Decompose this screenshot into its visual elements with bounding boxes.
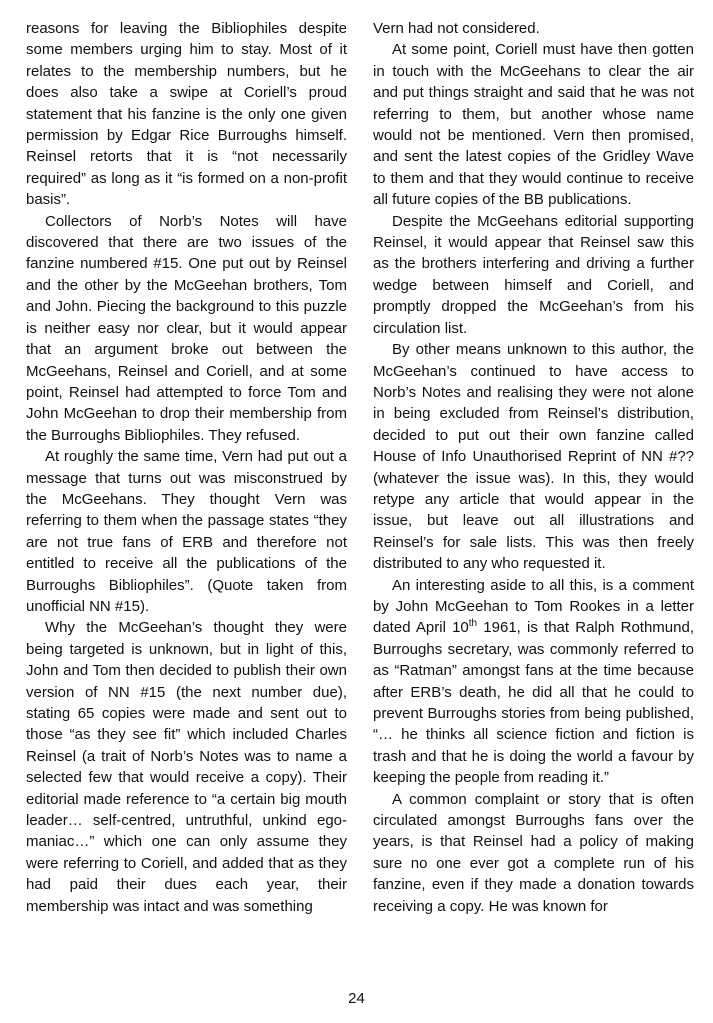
paragraph: By other means unknown to this author, the McGeehan’s continued to have access to Norb’s Notes and realising they were not alone in being excluded from Reinsel’s distribution, decided to put out their own fanzine called House of Info Unauthorised Reprint of NN #?? (whatever the issue was). In this, they would retype any article that would appear in the issue, but leave out all illustrations and Reinsel’s for sale lists. This was then freely distributed to any who requested it.: [373, 341, 694, 573]
paragraph-text: An interesting aside to all this, is a comment by John McGeehan to Tom Rookes in a letter dated April 10: [373, 576, 694, 637]
paragraph: At some point, Coriell must have then gotten in touch with the McGeehans to clear the air and put things straight and said that he was not referring to them, but another whose name would not be mentioned. Vern then promised, and sent the latest copies of the Gridley Wave to them and that they would continue to receive all future copies of the BB publications.: [373, 41, 694, 209]
paragraph: Vern had not considered.: [373, 20, 540, 37]
paragraph: [373, 575, 694, 789]
paragraph: At roughly the same time, Vern had put out a message that turns out was misconstrued by the McGeehans. They thought Vern was referring to them when the passage states “they are not true fans of ERB and therefore not entitled to receive all the publications of the Burroughs Bibliophiles”. (Quote taken from unofficial NN #15).: [26, 448, 347, 615]
paragraph: Collectors of Norb’s Notes will have discovered that there are two issues of the fanzine numbered #15. One put out by Reinsel and the other by the McGeehan brothers, Tom and John. Piecing the background to this puzzle is neither easy nor clear, but it would appear that an argument broke out between the McGeehans, Reinsel and Coriell, and at some point, Reinsel had attempted to force Tom and John McGeehan to drop their membership from the Burroughs Bibliophiles. They refused.: [26, 212, 347, 444]
paragraph: Despite the McGeehans editorial supporting Reinsel, it would appear that Reinsel saw this as the brothers interfering and driving a further wedge between himself and Coriell, and promptly dropped the McGeehan’s from his circulation list.: [373, 212, 694, 337]
ordinal-suffix: th: [468, 618, 478, 630]
paragraph: A common complaint or story that is often circulated amongst Burroughs fans over the years, is that Reinsel had a policy of making sure no one ever got a complete run of his fanzine, even if they made a donation towards receiving a copy. He was known for: [373, 790, 694, 915]
paragraph-text: 1961, is that Ralph Rothmund, Burroughs secretary, was commonly referred to as “Ratman” amongst fans at the time because after ERB’s death, he did all that he could to prevent Burroughs stories from being published, “… he thinks all science fiction and fiction is trash and that he is doing the world a favour by keeping the people from reading it.”: [373, 619, 694, 787]
paragraph: Why the McGeehan’s thought they were being targeted is unknown, but in light of this, John and Tom then decided to publish their own version of NN #15 (the next number due), stating 65 copies were made and sent out to those “as they see fit” which included Charles Reinsel (a trait of Norb’s Notes was to name a selected few that would receive a copy). Their editorial made reference to “a certain big mouth leader… self-centred, untruthful, unkind ego-maniac…” which one can only assume they were referring to Coriell, and added that as they had paid their dues each year, their membership was intact and was something: [26, 619, 347, 915]
page-number: 24: [348, 990, 365, 1007]
paragraph: reasons for leaving the Bibliophiles despite some members urging him to stay. Most of it relates to the membership numbers, but he does also take a swipe at Coriell’s proud statement that his fanzine is the only one given permission by Edgar Rice Burroughs himself. Reinsel retorts that it is “not necessarily required” as long as it “is formed on a non-profit basis”.: [26, 20, 347, 209]
left-column: [26, 18, 347, 917]
right-column: [373, 18, 694, 917]
